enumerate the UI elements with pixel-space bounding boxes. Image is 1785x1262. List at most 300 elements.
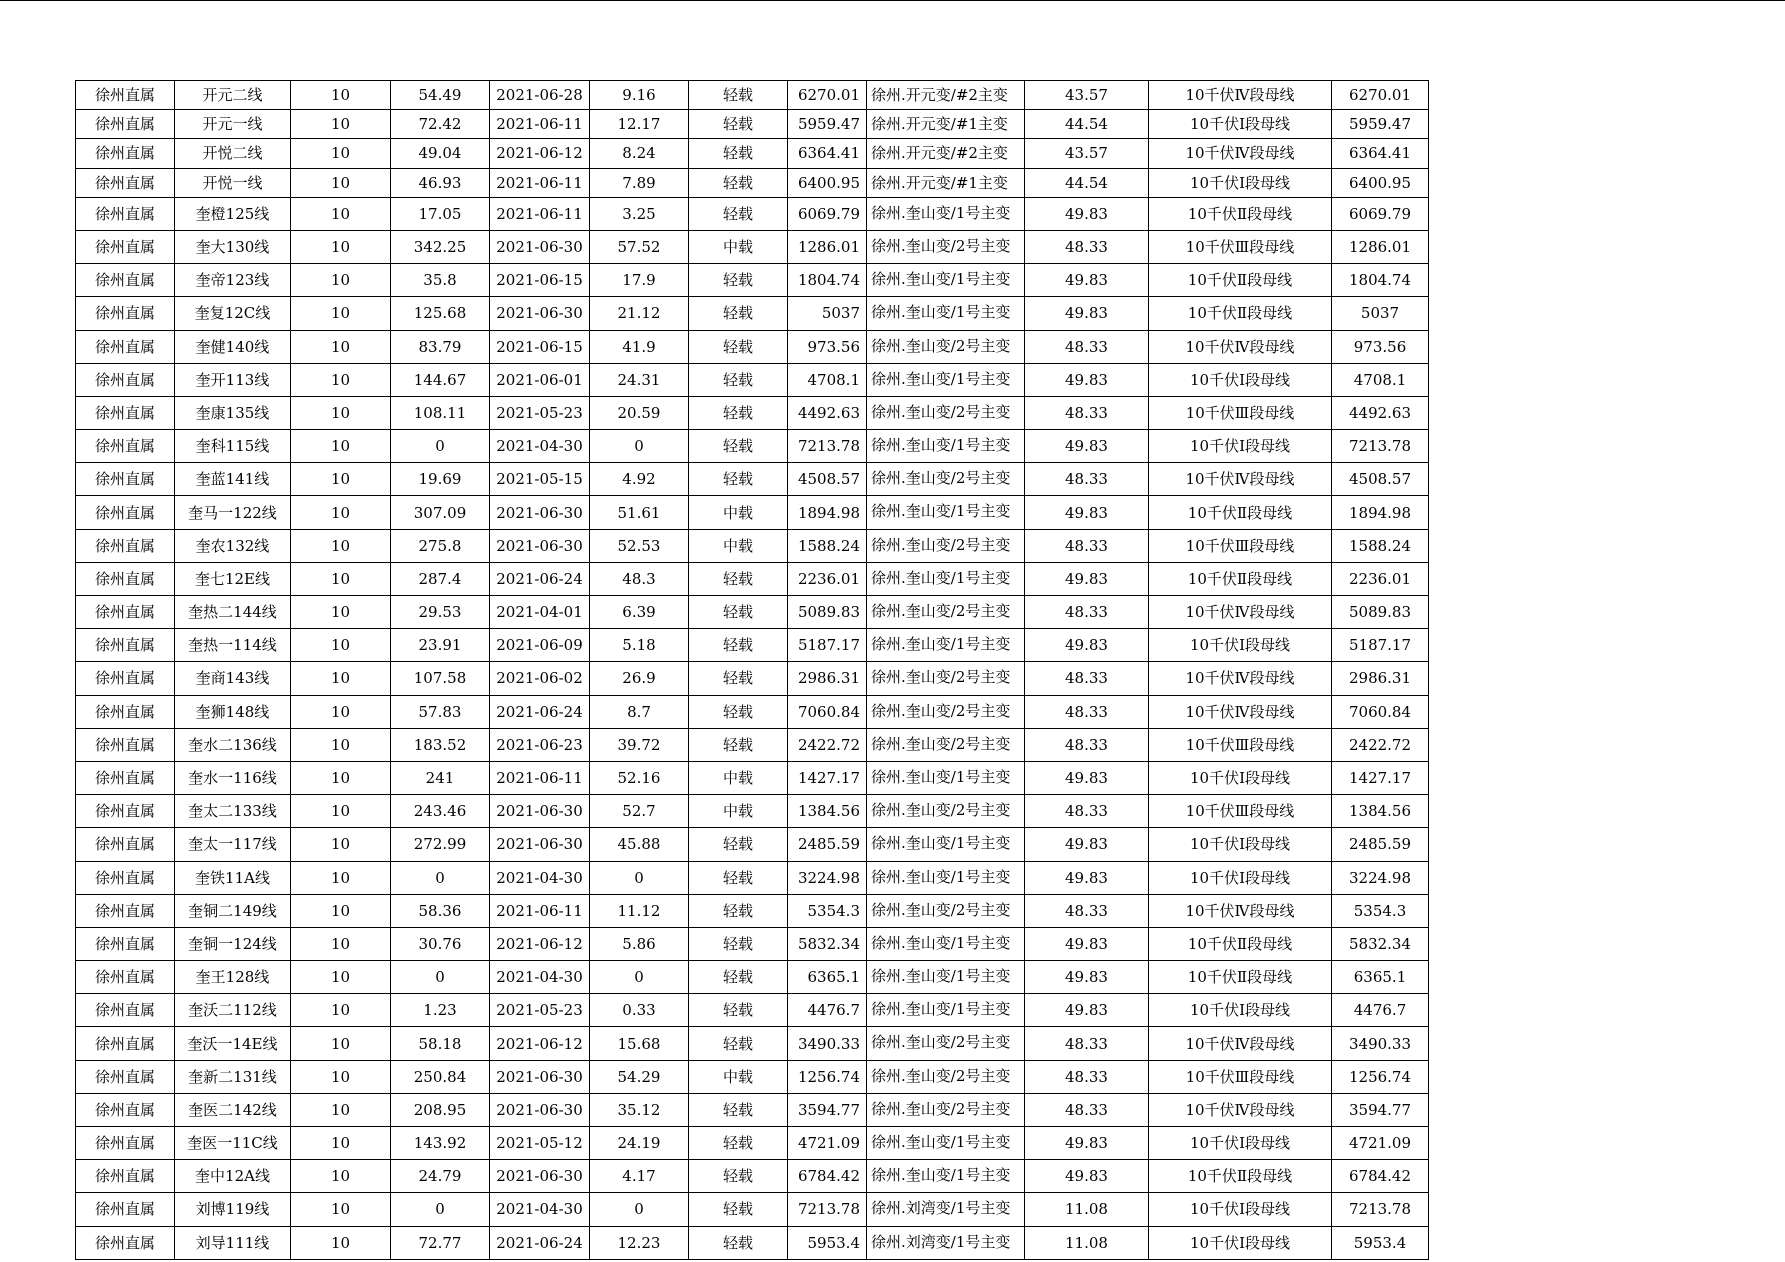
load-status-cell: 轻载 — [689, 1093, 788, 1126]
table-row — [76, 139, 1429, 168]
transformer-load-cell: 49.83 — [1025, 994, 1149, 1027]
current-cell: 307.09 — [391, 496, 490, 529]
date-cell: 2021-06-30 — [490, 529, 590, 562]
load-rate-cell: 48.3 — [590, 562, 689, 595]
date-cell: 2021-06-09 — [490, 629, 590, 662]
table-row — [76, 168, 1429, 197]
unit-cell: 徐州直属 — [76, 728, 175, 761]
table-row — [76, 927, 1429, 960]
load-rate-cell: 17.9 — [590, 264, 689, 297]
date-cell: 2021-06-02 — [490, 662, 590, 695]
line-capacity-cell: 5187.17 — [1332, 629, 1429, 662]
substation-transformer-cell: 徐州.开元变/#2主变 — [867, 139, 1025, 168]
substation-transformer-cell: 徐州.奎山变/2号主变 — [867, 330, 1025, 363]
line-capacity-cell: 1256.74 — [1332, 1060, 1429, 1093]
load-rate-cell: 15.68 — [590, 1027, 689, 1060]
transformer-load-cell: 44.54 — [1025, 110, 1149, 139]
table-row — [76, 596, 1429, 629]
table-row — [76, 396, 1429, 429]
line-name-cell: 奎王128线 — [175, 961, 291, 994]
line-name-cell: 奎蓝141线 — [175, 463, 291, 496]
date-cell: 2021-06-24 — [490, 562, 590, 595]
load-rate-cell: 5.86 — [590, 927, 689, 960]
line-name-cell: 奎商143线 — [175, 662, 291, 695]
load-rate-cell: 24.31 — [590, 363, 689, 396]
voltage-cell: 10 — [291, 861, 391, 894]
line-capacity-cell: 2485.59 — [1332, 828, 1429, 861]
load-rate-cell: 8.7 — [590, 695, 689, 728]
date-cell: 2021-06-24 — [490, 695, 590, 728]
current-cell: 272.99 — [391, 828, 490, 861]
load-status-cell: 轻载 — [689, 168, 788, 197]
substation-transformer-cell: 徐州.奎山变/1号主变 — [867, 927, 1025, 960]
bus-section-cell: 10千伏Ⅱ段母线 — [1149, 562, 1332, 595]
load-status-cell: 中载 — [689, 1060, 788, 1093]
substation-transformer-cell: 徐州.奎山变/1号主变 — [867, 961, 1025, 994]
load-status-cell: 轻载 — [689, 695, 788, 728]
voltage-cell: 10 — [291, 1193, 391, 1226]
margin-cell: 4721.09 — [788, 1127, 867, 1160]
bus-section-cell: 10千伏Ⅰ段母线 — [1149, 1127, 1332, 1160]
margin-cell: 6069.79 — [788, 197, 867, 230]
margin-cell: 5354.3 — [788, 894, 867, 927]
load-status-cell: 轻载 — [689, 596, 788, 629]
date-cell: 2021-06-15 — [490, 330, 590, 363]
line-capacity-cell: 6365.1 — [1332, 961, 1429, 994]
substation-transformer-cell: 徐州.奎山变/1号主变 — [867, 1160, 1025, 1193]
margin-cell: 6400.95 — [788, 168, 867, 197]
date-cell: 2021-06-12 — [490, 927, 590, 960]
line-name-cell: 奎医二142线 — [175, 1093, 291, 1126]
load-status-cell: 轻载 — [689, 629, 788, 662]
table-row — [76, 297, 1429, 330]
table-row — [76, 761, 1429, 794]
current-cell: 0 — [391, 1193, 490, 1226]
table-row — [76, 695, 1429, 728]
date-cell: 2021-06-01 — [490, 363, 590, 396]
date-cell: 2021-06-12 — [490, 139, 590, 168]
bus-section-cell: 10千伏Ⅰ段母线 — [1149, 168, 1332, 197]
current-cell: 35.8 — [391, 264, 490, 297]
load-rate-cell: 4.92 — [590, 463, 689, 496]
load-rate-cell: 41.9 — [590, 330, 689, 363]
bus-section-cell: 10千伏Ⅰ段母线 — [1149, 110, 1332, 139]
load-status-cell: 轻载 — [689, 994, 788, 1027]
transformer-load-cell: 43.57 — [1025, 81, 1149, 110]
line-name-cell: 奎健140线 — [175, 330, 291, 363]
bus-section-cell: 10千伏Ⅰ段母线 — [1149, 994, 1332, 1027]
date-cell: 2021-06-28 — [490, 81, 590, 110]
transformer-load-cell: 11.08 — [1025, 1193, 1149, 1226]
current-cell: 49.04 — [391, 139, 490, 168]
substation-transformer-cell: 徐州.奎山变/1号主变 — [867, 363, 1025, 396]
substation-transformer-cell: 徐州.奎山变/2号主变 — [867, 1060, 1025, 1093]
current-cell: 29.53 — [391, 596, 490, 629]
current-cell: 46.93 — [391, 168, 490, 197]
line-capacity-cell: 7213.78 — [1332, 430, 1429, 463]
voltage-cell: 10 — [291, 110, 391, 139]
substation-transformer-cell: 徐州.奎山变/1号主变 — [867, 430, 1025, 463]
line-name-cell: 开悦二线 — [175, 139, 291, 168]
load-status-cell: 轻载 — [689, 264, 788, 297]
table-row — [76, 529, 1429, 562]
substation-transformer-cell: 徐州.奎山变/2号主变 — [867, 396, 1025, 429]
line-capacity-cell: 1427.17 — [1332, 761, 1429, 794]
date-cell: 2021-06-30 — [490, 795, 590, 828]
voltage-cell: 10 — [291, 728, 391, 761]
line-capacity-cell: 3224.98 — [1332, 861, 1429, 894]
current-cell: 243.46 — [391, 795, 490, 828]
voltage-cell: 10 — [291, 330, 391, 363]
line-name-cell: 奎水二136线 — [175, 728, 291, 761]
transformer-load-cell: 48.33 — [1025, 330, 1149, 363]
line-name-cell: 奎铜二149线 — [175, 894, 291, 927]
line-capacity-cell: 1588.24 — [1332, 529, 1429, 562]
bus-section-cell: 10千伏Ⅰ段母线 — [1149, 1226, 1332, 1259]
load-status-cell: 轻载 — [689, 1127, 788, 1160]
load-status-cell: 轻载 — [689, 562, 788, 595]
substation-transformer-cell: 徐州.奎山变/1号主变 — [867, 861, 1025, 894]
unit-cell: 徐州直属 — [76, 1226, 175, 1259]
substation-transformer-cell: 徐州.奎山变/1号主变 — [867, 629, 1025, 662]
date-cell: 2021-06-30 — [490, 1160, 590, 1193]
load-status-cell: 轻载 — [689, 927, 788, 960]
transformer-load-cell: 48.33 — [1025, 662, 1149, 695]
load-rate-cell: 0 — [590, 961, 689, 994]
load-rate-cell: 52.53 — [590, 529, 689, 562]
line-capacity-cell: 1894.98 — [1332, 496, 1429, 529]
substation-transformer-cell: 徐州.奎山变/2号主变 — [867, 662, 1025, 695]
substation-transformer-cell: 徐州.奎山变/2号主变 — [867, 230, 1025, 263]
load-status-cell: 轻载 — [689, 1193, 788, 1226]
voltage-cell: 10 — [291, 629, 391, 662]
bus-section-cell: 10千伏Ⅰ段母线 — [1149, 1193, 1332, 1226]
line-capacity-cell: 5832.34 — [1332, 927, 1429, 960]
bus-section-cell: 10千伏Ⅱ段母线 — [1149, 496, 1332, 529]
substation-transformer-cell: 徐州.奎山变/2号主变 — [867, 529, 1025, 562]
bus-section-cell: 10千伏Ⅱ段母线 — [1149, 297, 1332, 330]
table-row — [76, 110, 1429, 139]
table-row — [76, 197, 1429, 230]
load-status-cell: 轻载 — [689, 662, 788, 695]
margin-cell: 7213.78 — [788, 1193, 867, 1226]
load-rate-cell: 39.72 — [590, 728, 689, 761]
margin-cell: 4492.63 — [788, 396, 867, 429]
margin-cell: 5832.34 — [788, 927, 867, 960]
transformer-load-cell: 49.83 — [1025, 861, 1149, 894]
load-rate-cell: 0 — [590, 1193, 689, 1226]
unit-cell: 徐州直属 — [76, 1093, 175, 1126]
unit-cell: 徐州直属 — [76, 596, 175, 629]
line-name-cell: 奎铁11A线 — [175, 861, 291, 894]
current-cell: 144.67 — [391, 363, 490, 396]
line-capacity-cell: 1804.74 — [1332, 264, 1429, 297]
voltage-cell: 10 — [291, 230, 391, 263]
margin-cell: 1427.17 — [788, 761, 867, 794]
unit-cell: 徐州直属 — [76, 529, 175, 562]
current-cell: 1.23 — [391, 994, 490, 1027]
load-status-cell: 轻载 — [689, 1027, 788, 1060]
load-rate-cell: 52.7 — [590, 795, 689, 828]
load-status-cell: 轻载 — [689, 197, 788, 230]
substation-transformer-cell: 徐州.奎山变/1号主变 — [867, 994, 1025, 1027]
current-cell: 342.25 — [391, 230, 490, 263]
current-cell: 0 — [391, 961, 490, 994]
table-row — [76, 994, 1429, 1027]
table-row — [76, 1093, 1429, 1126]
voltage-cell: 10 — [291, 529, 391, 562]
unit-cell: 徐州直属 — [76, 994, 175, 1027]
load-status-cell: 中载 — [689, 496, 788, 529]
line-capacity-cell: 5953.4 — [1332, 1226, 1429, 1259]
line-name-cell: 奎太一117线 — [175, 828, 291, 861]
line-name-cell: 奎科115线 — [175, 430, 291, 463]
line-capacity-cell: 5037 — [1332, 297, 1429, 330]
line-name-cell: 奎马一122线 — [175, 496, 291, 529]
current-cell: 183.52 — [391, 728, 490, 761]
voltage-cell: 10 — [291, 396, 391, 429]
transformer-load-cell: 49.83 — [1025, 496, 1149, 529]
margin-cell: 3594.77 — [788, 1093, 867, 1126]
unit-cell: 徐州直属 — [76, 1027, 175, 1060]
line-capacity-cell: 5959.47 — [1332, 110, 1429, 139]
line-name-cell: 开元二线 — [175, 81, 291, 110]
date-cell: 2021-06-30 — [490, 230, 590, 263]
voltage-cell: 10 — [291, 695, 391, 728]
bus-section-cell: 10千伏Ⅱ段母线 — [1149, 961, 1332, 994]
current-cell: 143.92 — [391, 1127, 490, 1160]
load-status-cell: 中载 — [689, 230, 788, 263]
unit-cell: 徐州直属 — [76, 264, 175, 297]
date-cell: 2021-05-23 — [490, 994, 590, 1027]
date-cell: 2021-04-30 — [490, 961, 590, 994]
line-load-table — [75, 80, 1429, 1260]
date-cell: 2021-06-15 — [490, 264, 590, 297]
current-cell: 107.58 — [391, 662, 490, 695]
transformer-load-cell: 49.83 — [1025, 1160, 1149, 1193]
line-capacity-cell: 4508.57 — [1332, 463, 1429, 496]
margin-cell: 5959.47 — [788, 110, 867, 139]
table-row — [76, 728, 1429, 761]
voltage-cell: 10 — [291, 795, 391, 828]
line-capacity-cell: 6784.42 — [1332, 1160, 1429, 1193]
substation-transformer-cell: 徐州.刘湾变/1号主变 — [867, 1193, 1025, 1226]
line-name-cell: 奎铜一124线 — [175, 927, 291, 960]
bus-section-cell: 10千伏Ⅲ段母线 — [1149, 230, 1332, 263]
unit-cell: 徐州直属 — [76, 894, 175, 927]
voltage-cell: 10 — [291, 1093, 391, 1126]
table-row — [76, 1060, 1429, 1093]
load-status-cell: 轻载 — [689, 363, 788, 396]
table-row — [76, 430, 1429, 463]
voltage-cell: 10 — [291, 662, 391, 695]
bus-section-cell: 10千伏Ⅳ段母线 — [1149, 330, 1332, 363]
load-rate-cell: 12.23 — [590, 1226, 689, 1259]
transformer-load-cell: 49.83 — [1025, 629, 1149, 662]
voltage-cell: 10 — [291, 197, 391, 230]
bus-section-cell: 10千伏Ⅳ段母线 — [1149, 81, 1332, 110]
load-status-cell: 轻载 — [689, 396, 788, 429]
line-name-cell: 奎开113线 — [175, 363, 291, 396]
current-cell: 30.76 — [391, 927, 490, 960]
margin-cell: 3224.98 — [788, 861, 867, 894]
bus-section-cell: 10千伏Ⅱ段母线 — [1149, 197, 1332, 230]
line-capacity-cell: 2422.72 — [1332, 728, 1429, 761]
unit-cell: 徐州直属 — [76, 363, 175, 396]
load-rate-cell: 20.59 — [590, 396, 689, 429]
load-status-cell: 轻载 — [689, 894, 788, 927]
current-cell: 58.18 — [391, 1027, 490, 1060]
bus-section-cell: 10千伏Ⅳ段母线 — [1149, 894, 1332, 927]
margin-cell: 6365.1 — [788, 961, 867, 994]
table-row — [76, 894, 1429, 927]
current-cell: 125.68 — [391, 297, 490, 330]
current-cell: 83.79 — [391, 330, 490, 363]
load-rate-cell: 21.12 — [590, 297, 689, 330]
voltage-cell: 10 — [291, 1127, 391, 1160]
voltage-cell: 10 — [291, 363, 391, 396]
load-rate-cell: 57.52 — [590, 230, 689, 263]
table-row — [76, 1160, 1429, 1193]
current-cell: 0 — [391, 861, 490, 894]
table-row — [76, 330, 1429, 363]
unit-cell: 徐州直属 — [76, 629, 175, 662]
current-cell: 72.42 — [391, 110, 490, 139]
load-rate-cell: 6.39 — [590, 596, 689, 629]
margin-cell: 5187.17 — [788, 629, 867, 662]
load-status-cell: 轻载 — [689, 139, 788, 168]
table-row — [76, 264, 1429, 297]
line-name-cell: 奎狮148线 — [175, 695, 291, 728]
date-cell: 2021-06-11 — [490, 168, 590, 197]
unit-cell: 徐州直属 — [76, 662, 175, 695]
voltage-cell: 10 — [291, 994, 391, 1027]
bus-section-cell: 10千伏Ⅲ段母线 — [1149, 728, 1332, 761]
margin-cell: 3490.33 — [788, 1027, 867, 1060]
voltage-cell: 10 — [291, 496, 391, 529]
unit-cell: 徐州直属 — [76, 961, 175, 994]
date-cell: 2021-06-11 — [490, 894, 590, 927]
voltage-cell: 10 — [291, 894, 391, 927]
line-capacity-cell: 5089.83 — [1332, 596, 1429, 629]
line-name-cell: 奎医一11C线 — [175, 1127, 291, 1160]
bus-section-cell: 10千伏Ⅰ段母线 — [1149, 861, 1332, 894]
date-cell: 2021-06-11 — [490, 197, 590, 230]
margin-cell: 7060.84 — [788, 695, 867, 728]
load-rate-cell: 4.17 — [590, 1160, 689, 1193]
substation-transformer-cell: 徐州.奎山变/1号主变 — [867, 761, 1025, 794]
line-name-cell: 奎七12E线 — [175, 562, 291, 595]
date-cell: 2021-06-23 — [490, 728, 590, 761]
substation-transformer-cell: 徐州.奎山变/1号主变 — [867, 264, 1025, 297]
line-name-cell: 开元一线 — [175, 110, 291, 139]
load-status-cell: 轻载 — [689, 430, 788, 463]
current-cell: 275.8 — [391, 529, 490, 562]
voltage-cell: 10 — [291, 596, 391, 629]
current-cell: 208.95 — [391, 1093, 490, 1126]
load-rate-cell: 7.89 — [590, 168, 689, 197]
line-capacity-cell: 5354.3 — [1332, 894, 1429, 927]
table-row — [76, 1193, 1429, 1226]
line-capacity-cell: 4708.1 — [1332, 363, 1429, 396]
voltage-cell: 10 — [291, 1060, 391, 1093]
date-cell: 2021-06-30 — [490, 496, 590, 529]
substation-transformer-cell: 徐州.奎山变/2号主变 — [867, 795, 1025, 828]
bus-section-cell: 10千伏Ⅰ段母线 — [1149, 363, 1332, 396]
load-rate-cell: 11.12 — [590, 894, 689, 927]
load-rate-cell: 5.18 — [590, 629, 689, 662]
bus-section-cell: 10千伏Ⅲ段母线 — [1149, 529, 1332, 562]
line-name-cell: 奎热二144线 — [175, 596, 291, 629]
substation-transformer-cell: 徐州.奎山变/1号主变 — [867, 1127, 1025, 1160]
current-cell: 72.77 — [391, 1226, 490, 1259]
page-top-rule — [0, 0, 1785, 1]
line-capacity-cell: 4721.09 — [1332, 1127, 1429, 1160]
bus-section-cell: 10千伏Ⅳ段母线 — [1149, 596, 1332, 629]
date-cell: 2021-06-30 — [490, 297, 590, 330]
current-cell: 241 — [391, 761, 490, 794]
line-capacity-cell: 3594.77 — [1332, 1093, 1429, 1126]
margin-cell: 4508.57 — [788, 463, 867, 496]
margin-cell: 5953.4 — [788, 1226, 867, 1259]
date-cell: 2021-06-30 — [490, 1060, 590, 1093]
load-rate-cell: 52.16 — [590, 761, 689, 794]
unit-cell: 徐州直属 — [76, 430, 175, 463]
current-cell: 19.69 — [391, 463, 490, 496]
transformer-load-cell: 48.33 — [1025, 795, 1149, 828]
bus-section-cell: 10千伏Ⅲ段母线 — [1149, 795, 1332, 828]
transformer-load-cell: 44.54 — [1025, 168, 1149, 197]
load-status-cell: 轻载 — [689, 463, 788, 496]
table-row — [76, 861, 1429, 894]
table-body — [76, 81, 1429, 1260]
table-row — [76, 662, 1429, 695]
substation-transformer-cell: 徐州.奎山变/2号主变 — [867, 1093, 1025, 1126]
unit-cell: 徐州直属 — [76, 1060, 175, 1093]
line-capacity-cell: 973.56 — [1332, 330, 1429, 363]
margin-cell: 7213.78 — [788, 430, 867, 463]
date-cell: 2021-04-30 — [490, 861, 590, 894]
transformer-load-cell: 49.83 — [1025, 562, 1149, 595]
bus-section-cell: 10千伏Ⅰ段母线 — [1149, 828, 1332, 861]
load-status-cell: 轻载 — [689, 110, 788, 139]
voltage-cell: 10 — [291, 81, 391, 110]
load-status-cell: 中载 — [689, 761, 788, 794]
substation-transformer-cell: 徐州.奎山变/2号主变 — [867, 894, 1025, 927]
unit-cell: 徐州直属 — [76, 168, 175, 197]
date-cell: 2021-06-24 — [490, 1226, 590, 1259]
load-status-cell: 轻载 — [689, 330, 788, 363]
margin-cell: 5089.83 — [788, 596, 867, 629]
unit-cell: 徐州直属 — [76, 110, 175, 139]
line-capacity-cell: 4492.63 — [1332, 396, 1429, 429]
line-capacity-cell: 6069.79 — [1332, 197, 1429, 230]
load-status-cell: 轻载 — [689, 728, 788, 761]
line-capacity-cell: 1384.56 — [1332, 795, 1429, 828]
unit-cell: 徐州直属 — [76, 927, 175, 960]
substation-transformer-cell: 徐州.开元变/#1主变 — [867, 168, 1025, 197]
transformer-load-cell: 49.83 — [1025, 197, 1149, 230]
line-name-cell: 开悦一线 — [175, 168, 291, 197]
margin-cell: 1894.98 — [788, 496, 867, 529]
margin-cell: 2485.59 — [788, 828, 867, 861]
load-status-cell: 轻载 — [689, 1160, 788, 1193]
current-cell: 108.11 — [391, 396, 490, 429]
unit-cell: 徐州直属 — [76, 81, 175, 110]
bus-section-cell: 10千伏Ⅰ段母线 — [1149, 761, 1332, 794]
voltage-cell: 10 — [291, 430, 391, 463]
data-sheet — [75, 80, 1428, 1260]
